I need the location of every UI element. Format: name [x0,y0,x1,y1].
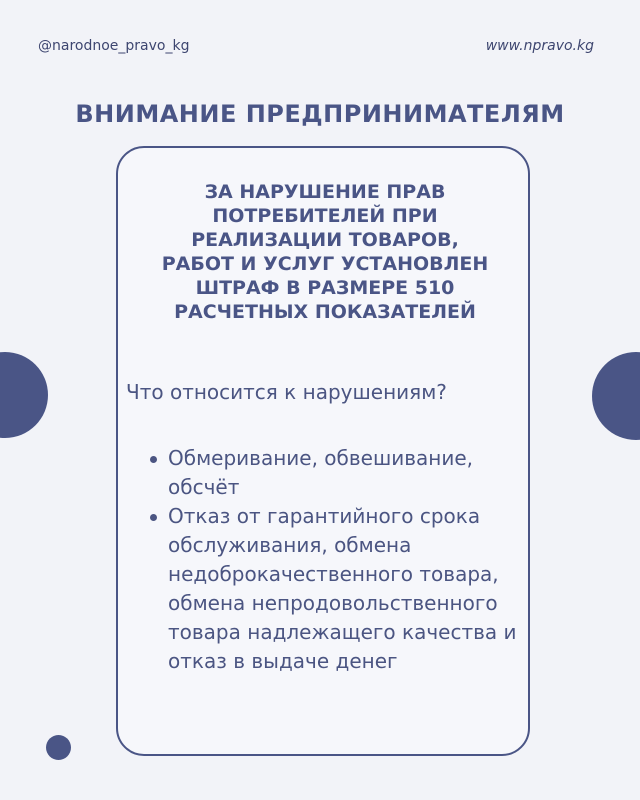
instagram-handle: @narodnoe_pravo_kg [38,38,190,54]
question-text: Что относится к нарушениям? [126,380,447,404]
decorative-circle-left [0,352,48,438]
list-item [146,444,518,502]
bullet-icon [150,456,157,463]
bullet-icon [150,514,157,521]
list-item-text: Обмеривание, обвешивание, обсчёт [168,446,474,499]
list-item [146,502,518,676]
list-item-text: Отказ от гарантийного срока обслуживания, обмена недоброкачественного товара, обмена непродовольственного товара надлежащего качества и отказ в выдаче денег [168,504,517,673]
violations-list [146,444,518,676]
website-link[interactable]: www.npravo.kg [485,38,594,54]
page-title: ВНИМАНИЕ ПРЕДПРИНИМАТЕЛЯМ [75,100,565,128]
card-title: ЗА НАРУШЕНИЕ ПРАВ ПОТРЕБИТЕЛЕЙ ПРИ РЕАЛИЗАЦИИ ТОВАРОВ, РАБОТ И УСЛУГ УСТАНОВЛЕН ШТРАФ В РАЗМЕРЕ 510 РАСЧЕТНЫХ ПОКАЗАТЕЛЕЙ [161,181,489,323]
info-card [116,146,530,756]
decorative-dot [46,735,71,760]
decorative-circle-right [592,352,640,440]
